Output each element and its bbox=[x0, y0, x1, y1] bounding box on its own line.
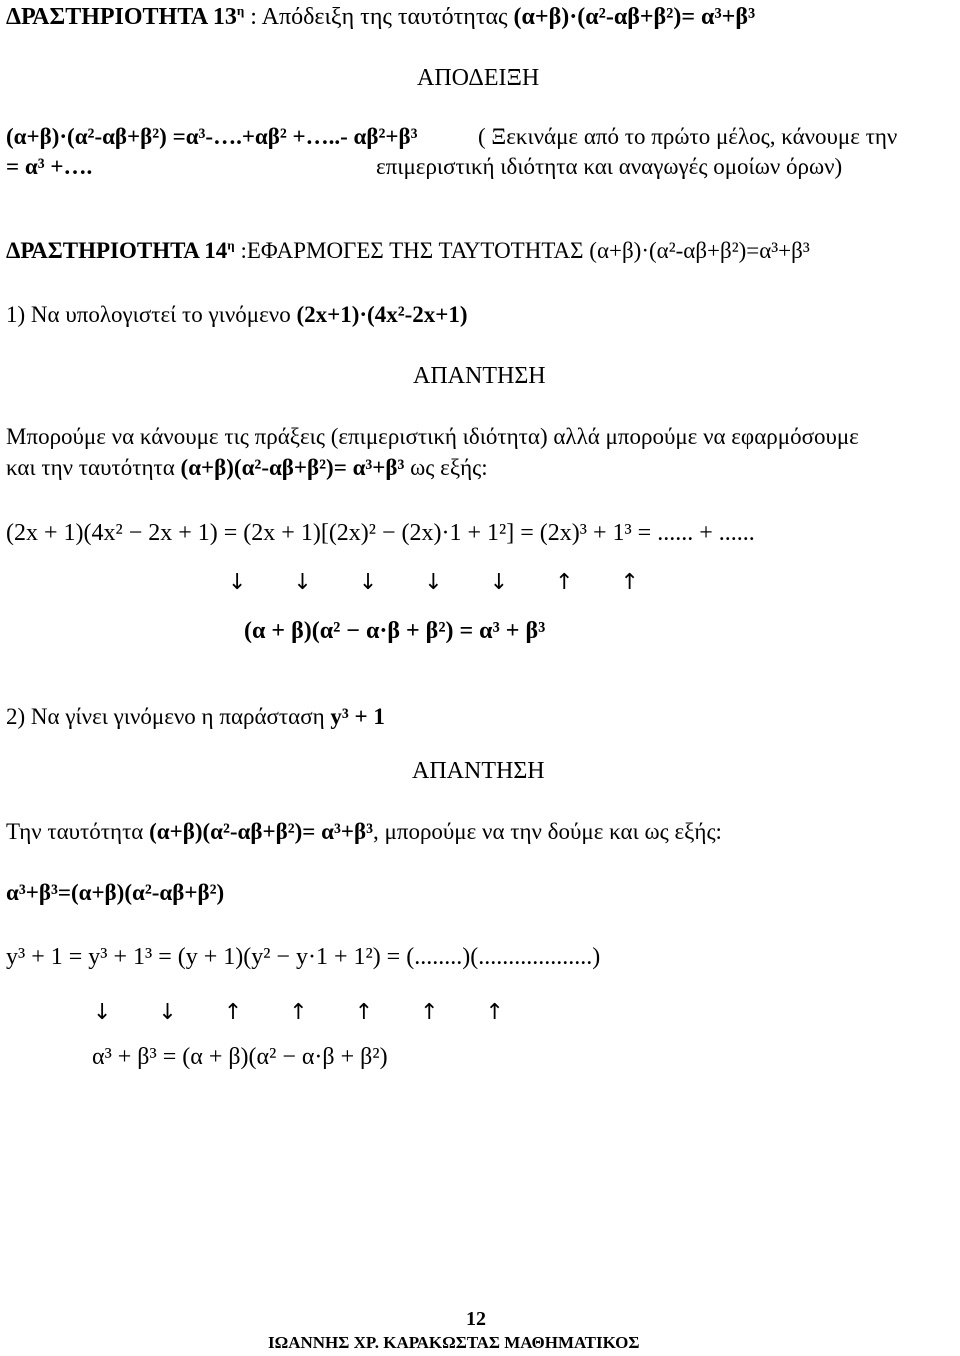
exercise2-explain-end: , μπορούμε να την δούμε και ως εξής: bbox=[373, 819, 722, 844]
exercise2-explain bbox=[6, 819, 722, 845]
activity13-identity: (α+β)·(α²-αβ+β²)= α³+β³ bbox=[513, 4, 756, 30]
exercise2-explain-identity: (α+β)(α²-αβ+β²)= α³+β³ bbox=[149, 819, 373, 844]
exercise2-arrows-row: ↓ ↓ ↑ ↑ ↑ ↑ ↑ bbox=[93, 1000, 504, 1025]
exercise2-prompt-expr: y³ + 1 bbox=[330, 704, 385, 729]
activity13-heading-text: : Απόδειξη της ταυτότητας bbox=[244, 4, 514, 30]
exercise1-explain-line-2 bbox=[6, 455, 488, 481]
exercise1-explain-line-1: Μπορούμε να κάνουμε τις πράξεις (επιμεριστική ιδιότητα) αλλά μπορούμε να εφαρμόσουμε bbox=[6, 424, 859, 449]
exercise1-equation-row: (2x + 1)(4x² − 2x + 1) = (2x + 1)[(2x)² − (2x)·1 + 1²] = (2x)³ + 1³ = ...... + ...... bbox=[6, 520, 755, 546]
activity14-heading bbox=[6, 238, 810, 264]
exercise2-answer-title: ΑΠΑΝΤΗΣΗ bbox=[412, 758, 545, 784]
exercise1-prompt-text: 1) Να υπολογιστεί το γινόμενο bbox=[6, 302, 297, 327]
exercise2-prompt-text: 2) Να γίνει γινόμενο η παράσταση bbox=[6, 704, 331, 729]
proof-line-2: = α³ +…. bbox=[6, 154, 93, 179]
exercise1-prompt-expr: (2x+1)·(4x²-2x+1) bbox=[296, 302, 468, 327]
activity13-heading-sup: η bbox=[236, 3, 245, 18]
proof-note-line-2: επιμεριστική ιδιότητα και αναγωγές ομοίων όρων) bbox=[376, 154, 843, 179]
proof-note-line-1: ( Ξεκινάμε από το πρώτο μέλος, κάνουμε την bbox=[478, 124, 898, 149]
exercise1-identity-row: (α + β)(α² − α·β + β²) = α³ + β³ bbox=[244, 618, 546, 644]
proof-line-1: (α+β)·(α²-αβ+β²) =α³-….+αβ² +…..- αβ²+β³ bbox=[6, 124, 418, 149]
exercise2-identity-row: α³ + β³ = (α + β)(α² − α·β + β²) bbox=[92, 1044, 388, 1070]
exercise1-answer-title: ΑΠΑΝΤΗΣΗ bbox=[413, 363, 546, 389]
activity14-heading-text: :ΕΦΑΡΜΟΓΕΣ ΤΗΣ ΤΑΥΤΟΤΗΤΑΣ bbox=[234, 238, 590, 263]
activity13-heading-prefix: ΔΡΑΣΤΗΡΙΟΤΗΤΑ 13 bbox=[6, 4, 237, 30]
proof-title: ΑΠΟΔΕΙΞΗ bbox=[417, 65, 540, 91]
exercise2-explain-text: Την ταυτότητα bbox=[6, 819, 150, 844]
activity14-heading-sup: η bbox=[227, 237, 235, 253]
activity13-heading bbox=[6, 4, 755, 31]
activity14-heading-prefix: ΔΡΑΣΤΗΡΙΟΤΗΤΑ 14 bbox=[6, 238, 228, 263]
exercise1-explain-text: και την ταυτότητα bbox=[6, 455, 181, 480]
exercise1-prompt bbox=[6, 302, 468, 328]
exercise1-arrows-row: ↓ ↓ ↓ ↓ ↓ ↑ ↑ bbox=[228, 570, 639, 595]
activity14-identity: (α+β)·(α²-αβ+β²)=α³+β³ bbox=[589, 238, 810, 263]
exercise2-prompt bbox=[6, 704, 385, 730]
exercise1-explain-identity: (α+β)(α²-αβ+β²)= α³+β³ bbox=[180, 455, 405, 480]
exercise1-explain-end: ως εξής: bbox=[404, 455, 488, 480]
exercise2-reversed-identity: α³+β³=(α+β)(α²-αβ+β²) bbox=[6, 880, 225, 905]
footer-author: ΙΩΑΝΝΗΣ ΧΡ. ΚΑΡΑΚΩΣΤΑΣ ΜΑΘΗΜΑΤΙΚΟΣ bbox=[268, 1333, 640, 1352]
page-number: 12 bbox=[466, 1308, 486, 1330]
exercise2-equation-row: y³ + 1 = y³ + 1³ = (y + 1)(y² − y·1 + 1²) = (........)(...................) bbox=[6, 944, 601, 970]
